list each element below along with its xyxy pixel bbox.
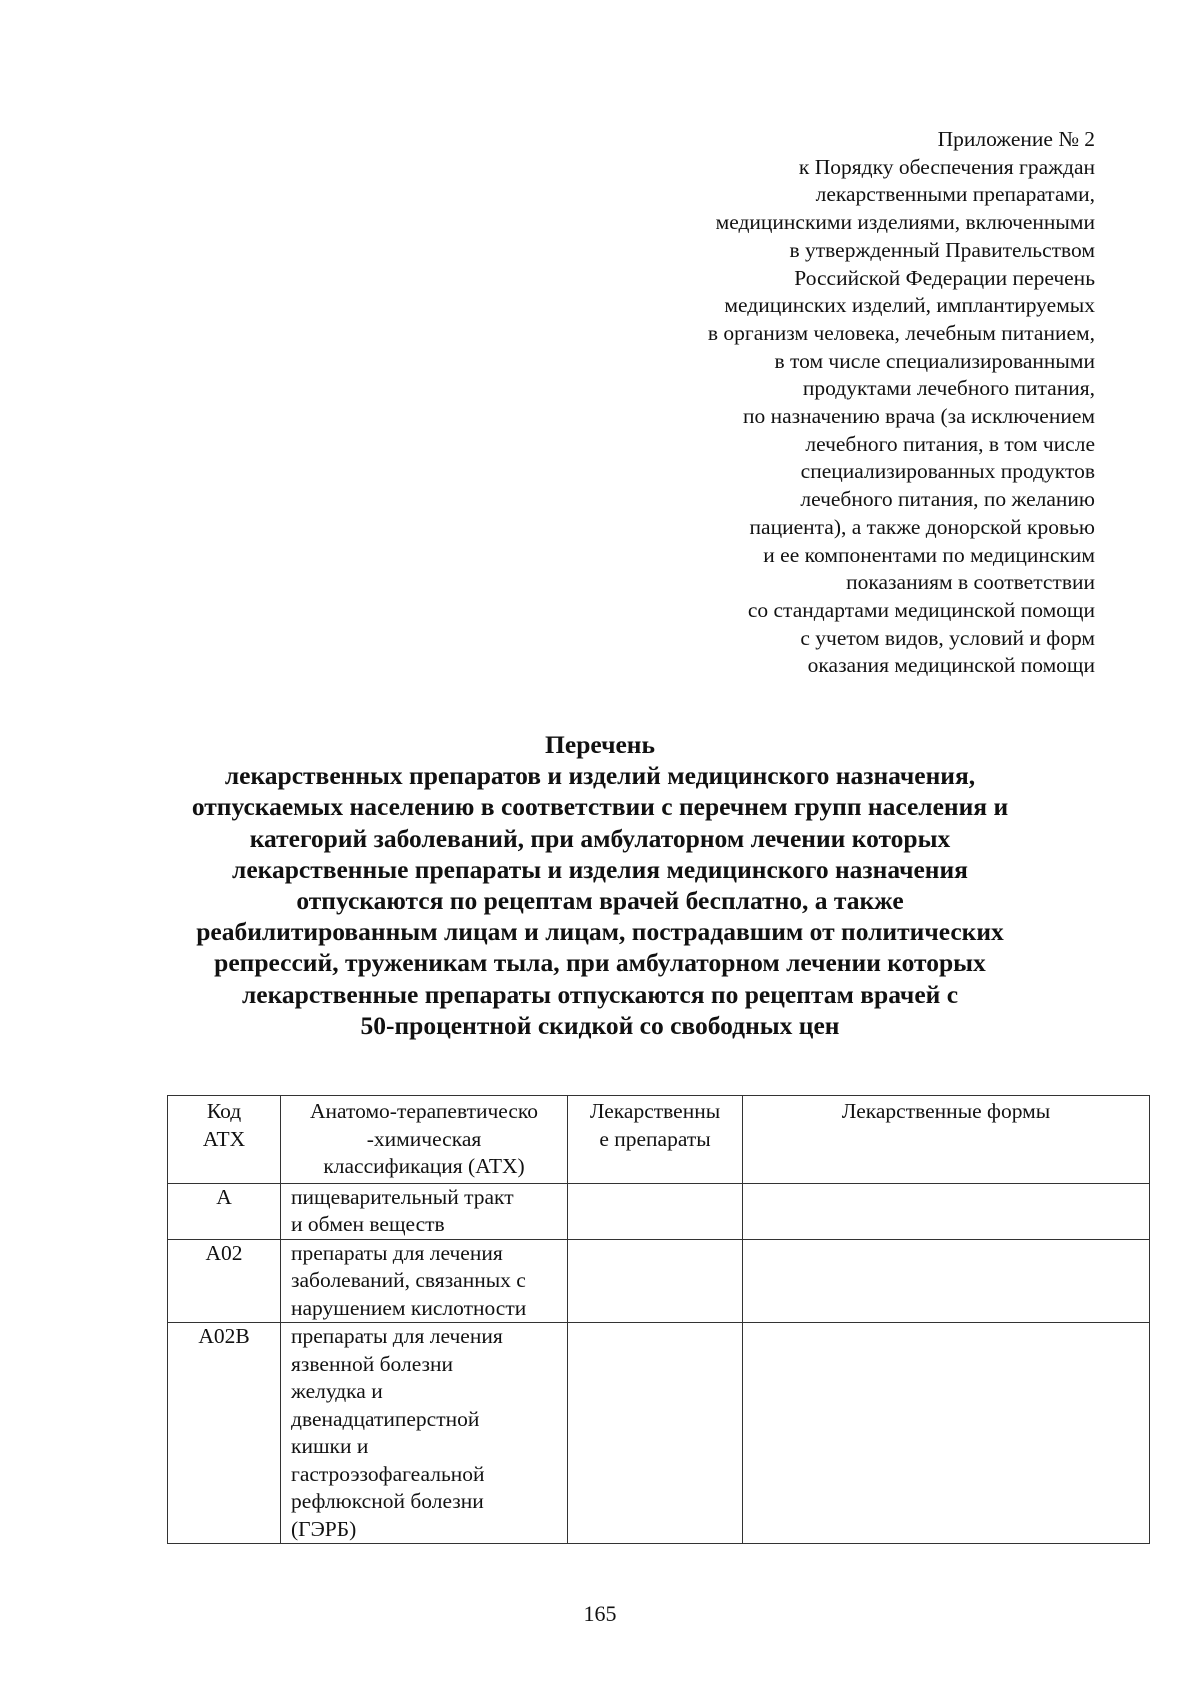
- title-line: отпускаются по рецептам врачей бесплатно, а также: [296, 886, 904, 916]
- appendix-line: медицинских изделий, имплантируемых: [724, 293, 1095, 318]
- title-line: категорий заболеваний, при амбулаторном лечении которых: [249, 823, 951, 853]
- header-classification: Анатомо-терапевтическо -химическая классификация (АТХ): [281, 1096, 568, 1184]
- title-line: лекарственные препараты отпускаются по рецептам врачей с: [241, 979, 959, 1009]
- atx-forms: [743, 1323, 1150, 1544]
- title-line: Перечень: [545, 730, 655, 759]
- title-line: отпускаемых населению в соответствии с перечнем групп населения и: [191, 792, 1009, 822]
- appendix-line: продуктами лечебного питания,: [802, 376, 1095, 401]
- atx-drugs: [568, 1239, 743, 1323]
- atx-code: А02: [168, 1239, 281, 1323]
- atx-forms: [743, 1183, 1150, 1239]
- atx-classification: препараты для лечения заболеваний, связанных с нарушением кислотности: [281, 1239, 568, 1323]
- document-title: [0, 729, 1200, 1041]
- title-line: лекарственные препараты и изделия медицинского назначения: [232, 854, 968, 884]
- atx-classification: препараты для лечения язвенной болезни желудка и двенадцатиперстной кишки и гастроэзофагеальной рефлюксной болезни (ГЭРБ): [281, 1323, 568, 1544]
- table-header-row: [168, 1096, 1150, 1184]
- appendix-line: в том числе специализированными: [774, 348, 1095, 373]
- title-line: реабилитированным лицам и лицам, пострадавшим от политических: [196, 917, 1004, 947]
- appendix-line: к Порядку обеспечения граждан: [798, 154, 1095, 179]
- appendix-line: показаниям в соответствии: [846, 570, 1095, 595]
- atx-forms: [743, 1239, 1150, 1323]
- appendix-line: лечебного питания, по желанию: [800, 487, 1095, 512]
- appendix-line: в утвержденный Правительством: [789, 237, 1095, 262]
- appendix-line: в организм человека, лечебным питанием,: [707, 320, 1095, 345]
- appendix-line: по назначению врача (за исключением: [742, 404, 1095, 429]
- appendix-line: с учетом видов, условий и форм: [800, 625, 1095, 650]
- table-row: [168, 1183, 1150, 1239]
- header-forms: Лекарственные формы: [743, 1096, 1150, 1184]
- appendix-line: лекарственными препаратами,: [815, 182, 1095, 207]
- header-code: Код АТХ: [168, 1096, 281, 1184]
- appendix-line: Российской Федерации перечень: [794, 265, 1095, 290]
- atx-drugs: [568, 1183, 743, 1239]
- title-line: лекарственных препаратов и изделий медицинского назначения,: [224, 761, 976, 791]
- appendix-header: [575, 126, 1095, 680]
- appendix-line: специализированных продуктов: [800, 459, 1095, 484]
- atx-classification: пищеварительный тракт и обмен веществ: [281, 1183, 568, 1239]
- table-row: [168, 1323, 1150, 1544]
- appendix-line: пациента), а также донорской кровью: [749, 514, 1095, 539]
- appendix-line: медицинскими изделиями, включенными: [715, 210, 1095, 235]
- appendix-line: со стандартами медицинской помощи: [747, 597, 1095, 622]
- atx-code: А: [168, 1183, 281, 1239]
- table-row: [168, 1239, 1150, 1323]
- title-line: репрессий, труженикам тыла, при амбулаторном лечении которых: [214, 948, 986, 978]
- atx-table: [167, 1095, 1150, 1544]
- appendix-line: Приложение № 2: [937, 127, 1095, 151]
- header-drugs: Лекарственны е препараты: [568, 1096, 743, 1184]
- page-number: 165: [583, 1601, 617, 1626]
- appendix-line: лечебного питания, в том числе: [805, 431, 1095, 456]
- title-line: 50-процентной скидкой со свободных цен: [360, 1010, 840, 1040]
- appendix-line: оказания медицинской помощи: [807, 653, 1095, 678]
- atx-drugs: [568, 1323, 743, 1544]
- appendix-line: и ее компонентами по медицинским: [763, 542, 1095, 567]
- atx-code: А02В: [168, 1323, 281, 1544]
